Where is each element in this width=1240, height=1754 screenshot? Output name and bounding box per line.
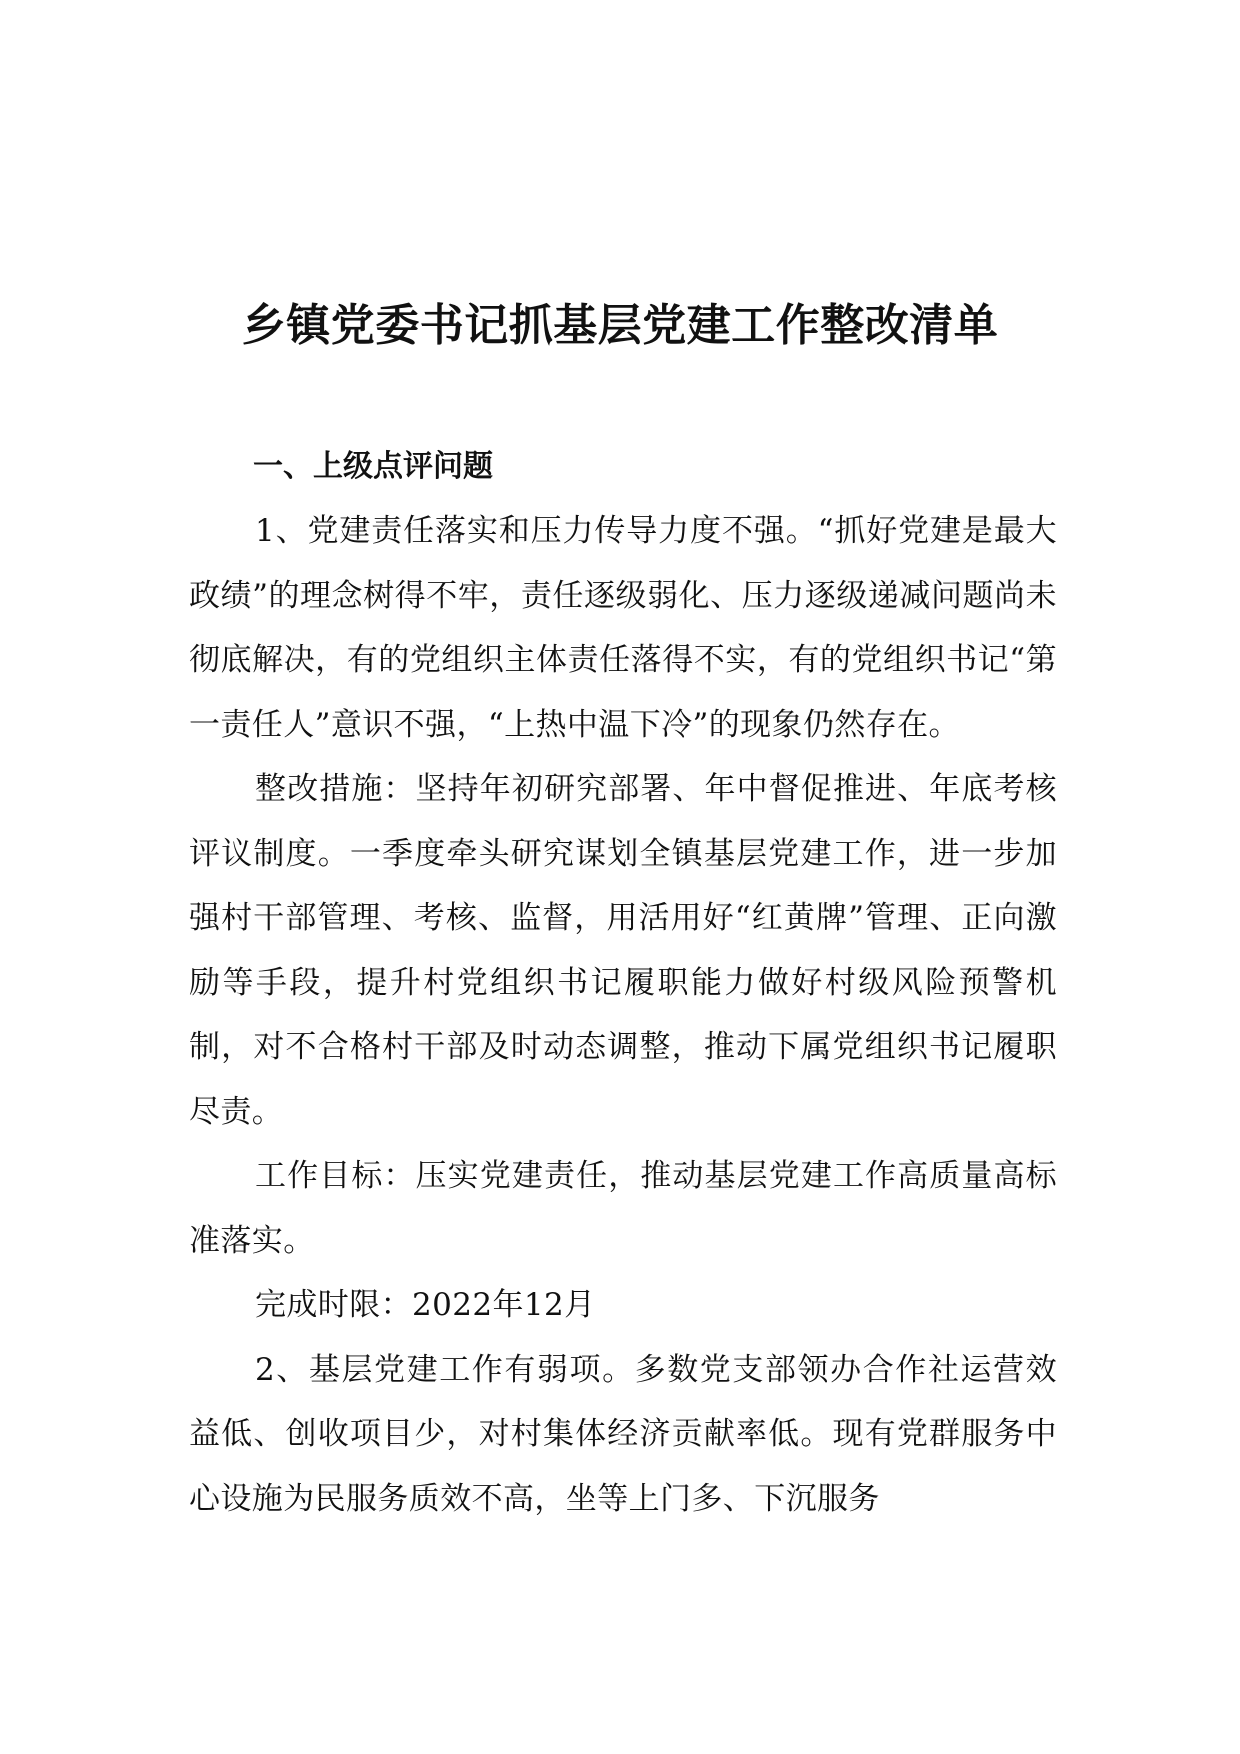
- paragraph-rectification-measures: 整改措施：坚持年初研究部署、年中督促推进、年底考核评议制度。一季度牵头研究谋划全镇基层党建工作，进一步加强村干部管理、考核、监督，用活用好“红黄牌”管理、正向激励等手段，提升村党组织书记履职能力做好村级风险预警机制，对不合格村干部及时动态调整，推动下属党组织书记履职尽责。: [189, 771, 1057, 1130]
- document-title: 乡镇党委书记抓基层党建工作整改清单: [241, 300, 999, 351]
- paragraph-deadline: 完成时限：2022年12月: [255, 1287, 596, 1323]
- document-body: [189, 435, 1057, 1531]
- paragraph-work-goal: 工作目标：压实党建责任，推动基层党建工作高质量高标准落实。: [189, 1158, 1057, 1259]
- section-heading: 一、上级点评问题: [253, 449, 493, 484]
- paragraph-issue-2: 2、基层党建工作有弱项。多数党支部领办合作社运营效益低、创收项目少，对村集体经济贡献率低。现有党群服务中心设施为民服务质效不高，坐等上门多、下沉服务: [189, 1351, 1057, 1517]
- paragraph-issue-1: 1、党建责任落实和压力传导力度不强。“抓好党建是最大政绩”的理念树得不牢，责任逐级弱化、压力逐级递减问题尚未彻底解决，有的党组织主体责任落得不实，有的党组织书记“第一责任人”意识不强，“上热中温下冷”的现象仍然存在。: [189, 513, 1057, 743]
